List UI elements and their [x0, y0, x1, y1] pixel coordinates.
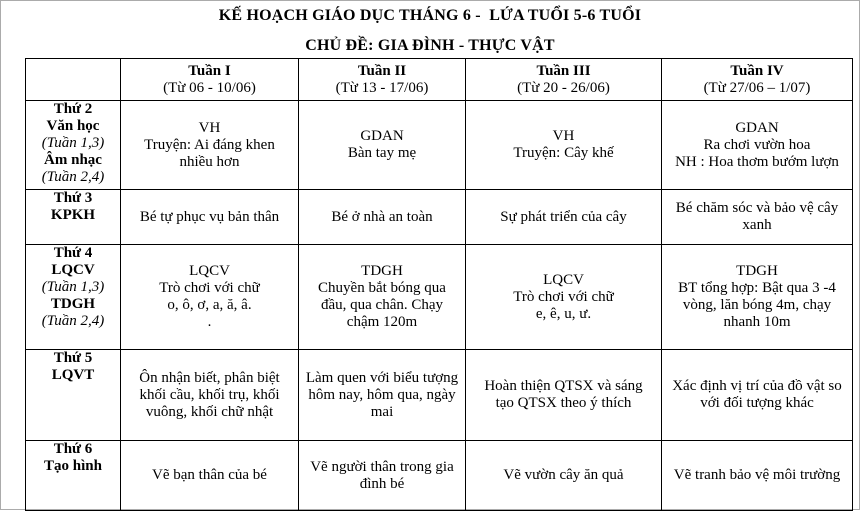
- schedule-table-body: [26, 101, 853, 511]
- activity-line: Xác định vị trí của đồ vật so: [672, 378, 842, 394]
- activity-line: khối cầu, khối trụ, khối: [139, 386, 280, 403]
- activity-line: TDGH: [736, 263, 778, 279]
- day-label-line: (Tuần 1,3): [41, 279, 105, 295]
- day-label-line: (Tuần 1,3): [41, 135, 105, 151]
- activity-line: Vẽ tranh bảo vệ môi trường: [673, 467, 841, 483]
- table-row: [26, 101, 853, 190]
- activity-cell: [466, 101, 662, 190]
- activity-line: VH: [198, 119, 221, 136]
- activity-line: nhiều hơn: [179, 153, 240, 170]
- activity-line: với đối tượng khác: [700, 395, 814, 411]
- table-row: [26, 245, 853, 350]
- activity-cell: [121, 101, 299, 190]
- activity-line: xanh: [742, 217, 772, 233]
- corner-cell: [26, 59, 121, 101]
- activity-line: .: [207, 314, 212, 330]
- activity-cell: [299, 245, 466, 350]
- activity-cell: [299, 190, 466, 245]
- day-label-cell: [26, 245, 121, 350]
- week-header-3: [466, 59, 662, 101]
- activity-line: Ra chơi vườn hoa: [703, 136, 811, 153]
- week-dates: (Từ 13 - 17/06): [335, 79, 429, 96]
- day-label-cell: [26, 350, 121, 441]
- day-label-line: Văn học: [46, 118, 100, 134]
- day-label-line: (Tuần 2,4): [41, 313, 105, 329]
- day-label-line: LQVT: [51, 367, 95, 383]
- schedule-table: [25, 58, 853, 511]
- activity-cell: [466, 441, 662, 511]
- activity-line: BT tổng hợp: Bật qua 3 -4: [678, 280, 836, 296]
- activity-line: GDAN: [360, 128, 404, 144]
- activity-line: Hoàn thiện QTSX và sáng: [484, 378, 643, 394]
- day-label-line: LQCV: [51, 262, 95, 278]
- activity-line: Bé tự phục vụ bản thân: [139, 208, 280, 225]
- day-label-line: KPKH: [50, 207, 96, 223]
- week-dates: (Từ 06 - 10/06): [163, 79, 256, 96]
- activity-cell: [662, 245, 853, 350]
- activity-line: vòng, lăn bóng 4m, chạy: [682, 297, 832, 313]
- week-name: Tuần II: [357, 62, 407, 79]
- day-label-line: Thứ 3: [53, 190, 93, 206]
- day-label-line: Thứ 5: [53, 350, 93, 366]
- activity-line: Chuyền bắt bóng qua: [318, 280, 446, 296]
- activity-line: GDAN: [735, 119, 779, 136]
- document-subtitle: CHỦ ĐỀ: GIA ĐÌNH - THỰC VẬT: [305, 37, 555, 54]
- day-label-line: Âm nhạc: [44, 152, 102, 168]
- activity-line: đầu, qua chân. Chạy: [320, 297, 444, 313]
- activity-line: VH: [552, 128, 575, 144]
- activity-line: Bé ở nhà an toàn: [331, 208, 433, 225]
- day-label-cell: [26, 101, 121, 190]
- activity-line: Truyện: Ai đáng khen: [144, 136, 275, 153]
- activity-line: Bàn tay mẹ: [347, 145, 417, 161]
- week-header-row: [26, 59, 853, 101]
- day-label-line: (Tuần 2,4): [41, 169, 105, 185]
- activity-line: đình bé: [359, 475, 405, 492]
- week-dates: (Từ 27/06 – 1/07): [703, 79, 811, 96]
- activity-cell: [121, 245, 299, 350]
- activity-cell: [466, 350, 662, 441]
- activity-line: LQCV: [543, 271, 584, 288]
- day-label-cell: [26, 441, 121, 511]
- activity-line: vuông, khối chữ nhật: [145, 403, 274, 420]
- activity-line: Ôn nhận biết, phân biệt: [139, 369, 280, 386]
- activity-cell: [121, 441, 299, 511]
- day-label-line: Thứ 2: [53, 101, 93, 117]
- activity-cell: [662, 101, 853, 190]
- activity-line: Vẽ người thân trong gia: [310, 458, 454, 475]
- activity-line: Làm quen với biểu tượng: [305, 369, 459, 386]
- week-header-4: [662, 59, 853, 101]
- activity-cell: [299, 350, 466, 441]
- activity-cell: [466, 190, 662, 245]
- activity-line: Truyện: Cây khế: [513, 145, 614, 161]
- activity-cell: [121, 350, 299, 441]
- day-label-line: TDGH: [50, 296, 96, 312]
- week-name: Tuần I: [188, 62, 231, 79]
- day-label-line: Thứ 4: [53, 245, 93, 261]
- activity-line: Vẽ vườn cây ăn quả: [503, 467, 624, 483]
- activity-cell: [466, 245, 662, 350]
- activity-line: nhanh 10m: [723, 314, 791, 330]
- table-row: [26, 350, 853, 441]
- day-label-cell: [26, 190, 121, 245]
- activity-cell: [121, 190, 299, 245]
- activity-cell: [299, 441, 466, 511]
- activity-line: mai: [370, 403, 394, 420]
- table-row: [26, 441, 853, 511]
- activity-line: Trò chơi với chữ: [513, 288, 614, 305]
- activity-line: hôm nay, hôm qua, ngày: [308, 386, 456, 403]
- week-name: Tuần IV: [730, 62, 784, 79]
- activity-cell: [662, 190, 853, 245]
- week-name: Tuần III: [536, 62, 591, 79]
- activity-line: LQCV: [189, 263, 230, 279]
- activity-line: TDGH: [361, 263, 403, 279]
- activity-line: tạo QTSX theo ý thích: [495, 395, 632, 411]
- document-title: KẾ HOẠCH GIÁO DỤC THÁNG 6 - LỨA TUỔI 5-6 TUỔI: [218, 7, 642, 24]
- activity-line: NH : Hoa thơm bướm lượn: [675, 153, 839, 170]
- week-header-1: [121, 59, 299, 101]
- day-label-line: Thứ 6: [53, 441, 93, 457]
- activity-line: o, ô, ơ, a, ă, â.: [167, 297, 252, 313]
- activity-line: e, ê, u, ư.: [535, 305, 592, 322]
- activity-cell: [662, 441, 853, 511]
- day-label-line: Tạo hình: [44, 458, 102, 474]
- activity-line: Bé chăm sóc và bảo vệ cây: [675, 200, 839, 216]
- activity-line: Vẽ bạn thân của bé: [152, 467, 267, 483]
- activity-cell: [662, 350, 853, 441]
- week-header-2: [299, 59, 466, 101]
- activity-cell: [299, 101, 466, 190]
- activity-line: Sự phát triển của cây: [500, 208, 627, 225]
- activity-line: chậm 120m: [346, 314, 418, 330]
- week-dates: (Từ 20 - 26/06): [517, 79, 610, 96]
- table-row: [26, 190, 853, 245]
- activity-line: Trò chơi với chữ: [159, 280, 260, 296]
